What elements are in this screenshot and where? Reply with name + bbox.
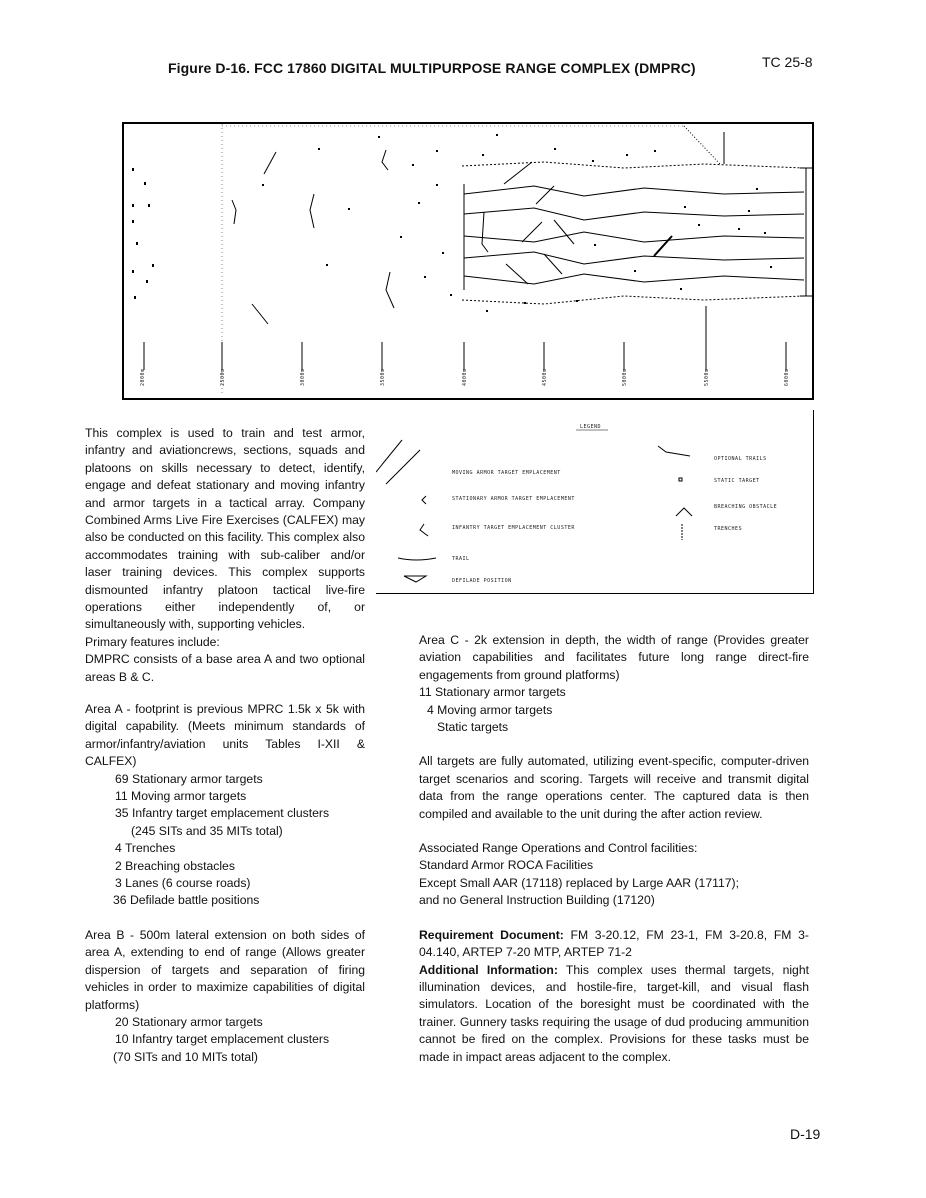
area-a-item: 11 Moving armor targets <box>115 789 247 804</box>
requirement-text: FM 3-20.12, FM 23-1, FM 3-20.8, FM 3-04.140, ARTEP 7-20 MTP, ARTEP 71-2 <box>419 927 809 960</box>
intro-column <box>85 425 365 686</box>
area-c-desc: Area C - 2k extension in depth, the width of range (Provides greater aviation capabilities and facilitates future long range direct-fire engagements from ground platforms) <box>419 633 809 682</box>
intro-paragraph: This complex is used to train and test armor, infantry and aviationcrews, sections, squads and platoons on skills necessary to detect, identify, engage and defeat stationary and moving infantry and armor targets in a tactical array. Company Combined Arms Live Fire Exercises (CALFEX) may also be conducted on this facility. This complex also accommodates training with sub-caliber and/or laser training devices. This complex supports dismounted infantry platoon tactical live-fire operations either independently of, or simultaneously with, supporting vehicles. <box>85 426 365 632</box>
additional-text: This complex uses thermal targets, night illumination devices, and hostile-fire, target-kill, and visual flash simulators. Location of the boresight must be coordinated with the trainer. Gunnery tasks requiring the usage of dud producing ammunition cannot be fired on the complex. Provisions for these tasks must be made in impact areas adjacent to the complex. <box>419 962 809 1064</box>
additional-information <box>419 962 809 1066</box>
facilities-label: Associated Range Operations and Control facilities: <box>419 841 698 856</box>
legend-item-trenches: TRENCHES <box>714 526 743 532</box>
areas-column <box>85 701 365 1066</box>
automation-paragraph: All targets are fully automated, utilizing event-specific, computer-driven target scenarios and scoring. Targets will receive and transmit digital data from the range operations center. The captured data is then compiled and available to the unit during the after action review. <box>419 754 809 821</box>
legend-item-moving-armor: MOVING ARMOR TARGET EMPLACEMENT <box>452 470 561 476</box>
requirement-label: Requirement Document: <box>419 927 564 942</box>
legend-item-defilade: DEFILADE POSITION <box>452 578 512 584</box>
area-a-item: 69 Stationary armor targets <box>115 771 263 786</box>
page-number: D-19 <box>790 1126 821 1142</box>
legend-item-trail: TRAIL <box>452 556 470 562</box>
facilities-line: Standard Armor ROCA Facilities <box>419 858 594 873</box>
area-b-item: 20 Stationary armor targets <box>115 1014 263 1029</box>
area-a-item: 3 Lanes (6 course roads) <box>115 876 251 891</box>
area-c-item: 4 Moving armor targets <box>427 702 553 717</box>
area-a-item: 4 Trenches <box>115 841 176 856</box>
distance-label: 3000m <box>300 368 306 386</box>
distance-label: 2500m <box>220 368 226 386</box>
area-a-item: (245 SITs and 35 MITs total) <box>131 823 283 838</box>
area-b-item: 10 Infantry target emplacement clusters <box>115 1032 330 1047</box>
primary-features-desc: DMPRC consists of a base area A and two optional areas B & C. <box>85 652 365 684</box>
range-diagram <box>122 122 814 400</box>
area-c-item: 11 Stationary armor targets <box>419 685 566 700</box>
diagram-legend <box>376 410 814 594</box>
requirement-document <box>419 927 809 962</box>
area-b-item: (70 SITs and 10 MITs total) <box>113 1049 258 1064</box>
additional-label: Additional Information: <box>419 962 558 977</box>
distance-label: 6000m <box>784 368 790 386</box>
area-c-item: Static targets <box>437 720 509 735</box>
legend-item-infantry-cluster: INFANTRY TARGET EMPLACEMENT CLUSTER <box>452 525 575 531</box>
legend-item-breaching: BREACHING OBSTACLE <box>714 504 778 510</box>
figure-title: Figure D-16. FCC 17860 DIGITAL MULTIPURPOSE RANGE COMPLEX (DMPRC) <box>168 60 696 76</box>
legend-title: LEGEND <box>580 424 602 430</box>
area-a-desc: Area A - footprint is previous MPRC 1.5k x 5k with digital capability. (Meets minimum standards of armor/infantry/aviation units Tables I-XII & CALFEX) <box>85 702 365 769</box>
document-id: TC 25-8 <box>762 54 813 70</box>
distance-label: 2000m <box>140 368 146 386</box>
legend-item-optional-trails: OPTIONAL TRAILS <box>714 456 767 462</box>
area-a-item: 36 Defilade battle positions <box>113 893 260 908</box>
distance-label: 5000m <box>622 368 628 386</box>
legend-drawing <box>376 410 812 592</box>
facilities-line: and no General Instruction Building (17120) <box>419 893 655 908</box>
area-b-desc: Area B - 500m lateral extension on both sides of area A, extending to end of range (Allows greater dispersion of targets and separation of firing vehicles in order to maximize capabilities of digital platforms) <box>85 927 365 1012</box>
legend-item-static-target: STATIC TARGET <box>714 478 760 484</box>
primary-features-label: Primary features include: <box>85 634 220 649</box>
range-map-drawing <box>124 124 812 398</box>
area-a-item: 2 Breaching obstacles <box>115 858 235 873</box>
distance-label: 5500m <box>704 368 710 386</box>
distance-label: 4500m <box>542 368 548 386</box>
area-a-item: 35 Infantry target emplacement clusters <box>115 806 330 821</box>
distance-label: 4000m <box>462 368 468 386</box>
facilities-line: Except Small AAR (17118) replaced by Large AAR (17117); <box>419 875 739 890</box>
legend-item-stationary-armor: STATIONARY ARMOR TARGET EMPLACEMENT <box>452 496 575 502</box>
right-column <box>419 632 809 1066</box>
distance-label: 3500m <box>380 368 386 386</box>
